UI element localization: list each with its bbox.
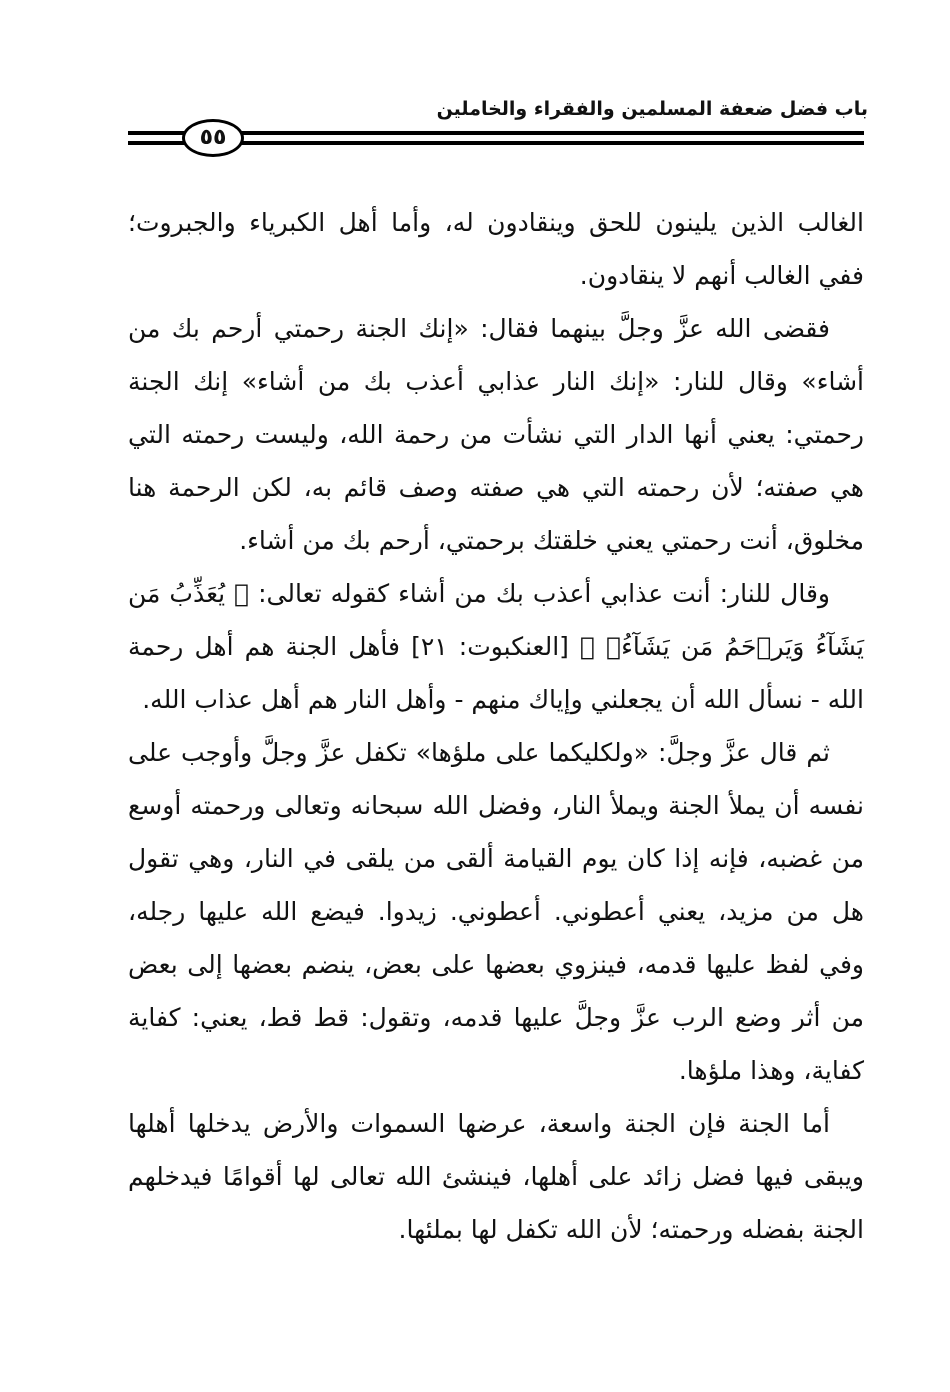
paragraph-1: الغالب الذين يلينون للحق وينقادون له، وأما أهل الكبرياء والجبروت؛ ففي الغالب أنهم لا ينقادون. xyxy=(128,208,864,290)
paragraph-4: ثم قال عزَّ وجلَّ: «ولكليكما على ملؤها» تكفل عزَّ وجلَّ وأوجب على نفسه أن يملأ الجنة ويملأ النار، وفضل الله سبحانه وتعالى ورحمته أوسع من غضبه، فإنه إذا كان يوم القيامة ألقى من يلقى في النار، وهي تقول هل من مزيد، يعني أعطوني. أعطوني. زيدوا. فيضع الله عليها رجله، وفي لفظ عليها قدمه، فينزوي بعضها على بعض، ينضم بعضها إلى بعض من أثر وضع الرب عزَّ وجلَّ عليها قدمه، وتقول: قط قط، يعني: كفاية كفاية، وهذا ملؤها. xyxy=(128,738,864,1085)
body-text xyxy=(128,196,864,1256)
paragraph-2: فقضى الله عزَّ وجلَّ بينهما فقال: «إنك الجنة رحمتي أرحم بك من أشاء» وقال للنار: «إنك النار عذابي أعذب بك من أشاء» إنك الجنة رحمتي: يعني أنها الدار التي نشأت من رحمة الله، وليست رحمته التي هي صفته؛ لأن رحمته التي هي صفته وصف قائم به، لكن الرحمة هنا مخلوق، أنت رحمتي يعني خلقتك برحمتي، أرحم بك من أشاء. xyxy=(128,314,864,555)
paragraph-5: أما الجنة فإن الجنة واسعة، عرضها السموات والأرض يدخلها أهلها ويبقى فيها فضل زائد على أهلها، فينشئ الله تعالى لها أقوامًا فيدخلهم الجنة بفضله ورحمته؛ لأن الله تكفل لها بملئها. xyxy=(128,1109,864,1244)
running-header-title: باب فضل ضعفة المسلمين والفقراء والخاملين xyxy=(436,98,868,120)
page-number: ٥٥ xyxy=(182,119,244,157)
paragraph-3: وقال للنار: أنت عذابي أعذب بك من أشاء كقوله تعالى: ﴿ يُعَذِّبُ مَن يَشَآءُ وَيَرۡحَمُ مَن يَشَآءُۖ ﴾ [العنكبوت: ٢١] فأهل الجنة هم أهل رحمة الله - نسأل الله أن يجعلني وإياك منهم - وأهل النار هم أهل عذاب الله. xyxy=(128,579,865,714)
